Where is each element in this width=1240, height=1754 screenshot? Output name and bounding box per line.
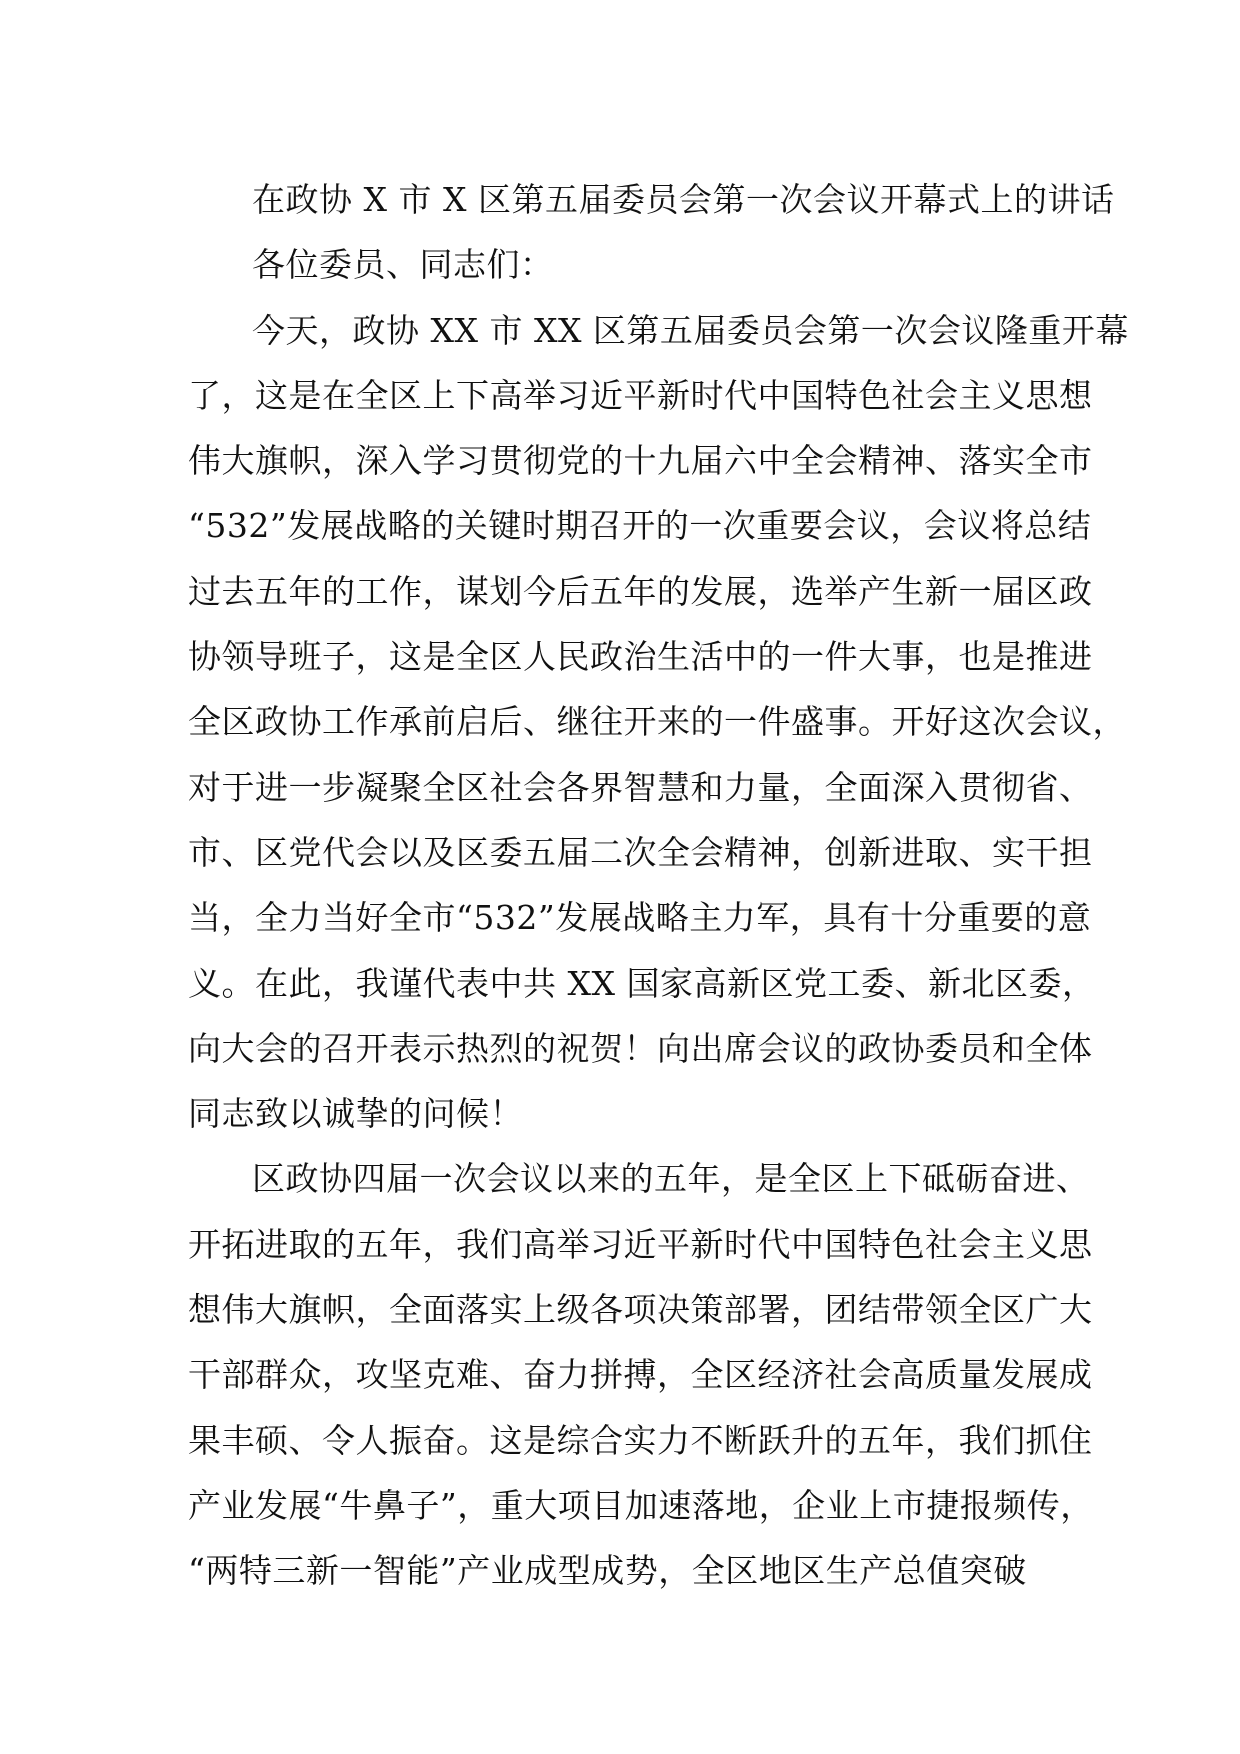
paragraph-line: 市、区党代会以及区委五届二次全会精神，创新进取、实干担 — [188, 832, 1093, 872]
paragraph-line: 同志致以诚挚的问候！ — [188, 1094, 523, 1134]
paragraph-line: 对于进一步凝聚全区社会各界智慧和力量，全面深入贯彻省、 — [188, 767, 1093, 807]
paragraph-line: 义。在此，我谨代表中共 XX 国家高新区党工委、新北区委， — [188, 963, 1096, 1003]
paragraph-line: 今天，政协 XX 市 XX 区第五届委员会第一次会议隆重开幕 — [252, 310, 1129, 350]
paragraph-line: 区政协四届一次会议以来的五年，是全区上下砥砺奋进、 — [252, 1159, 1090, 1199]
paragraph-line: 伟大旗帜，深入学习贯彻党的十九届六中全会精神、落实全市 — [188, 441, 1093, 481]
paragraph-line: 开拓进取的五年，我们高举习近平新时代中国特色社会主义思 — [188, 1224, 1093, 1264]
paragraph-line: 向大会的召开表示热烈的祝贺！向出席会议的政协委员和全体 — [188, 1028, 1093, 1068]
document-title: 在政协 X 市 X 区第五届委员会第一次会议开幕式上的讲话 — [252, 180, 1115, 219]
paragraph-line: 想伟大旗帜，全面落实上级各项决策部署，团结带领全区广大 — [188, 1290, 1093, 1330]
paragraph-line: 过去五年的工作，谋划今后五年的发展，选举产生新一届区政 — [188, 571, 1093, 611]
paragraph-line: “532”发展战略的关键时期召开的一次重要会议，会议将总结 — [188, 506, 1092, 546]
paragraph-line: 当，全力当好全市“532”发展战略主力军，具有十分重要的意 — [188, 898, 1092, 938]
paragraph-line: 干部群众，攻坚克难、奋力拼搏，全区经济社会高质量发展成 — [188, 1355, 1093, 1395]
paragraph-line: 协领导班子，这是全区人民政治生活中的一件大事，也是推进 — [188, 637, 1093, 677]
paragraph-line: 全区政协工作承前启后、继往开来的一件盛事。开好这次会议， — [188, 702, 1126, 742]
paragraph-line: 产业发展“牛鼻子”，重大项目加速落地，企业上市捷报频传， — [188, 1485, 1094, 1525]
paragraph-line: “两特三新一智能”产业成型成势，全区地区生产总值突破 — [188, 1551, 1027, 1591]
salutation: 各位委员、同志们： — [252, 245, 554, 285]
paragraph-line: 果丰硕、令人振奋。这是综合实力不断跃升的五年，我们抓住 — [188, 1420, 1093, 1460]
document-body — [188, 167, 1129, 1604]
paragraph-line: 了，这是在全区上下高举习近平新时代中国特色社会主义思想 — [188, 375, 1093, 415]
